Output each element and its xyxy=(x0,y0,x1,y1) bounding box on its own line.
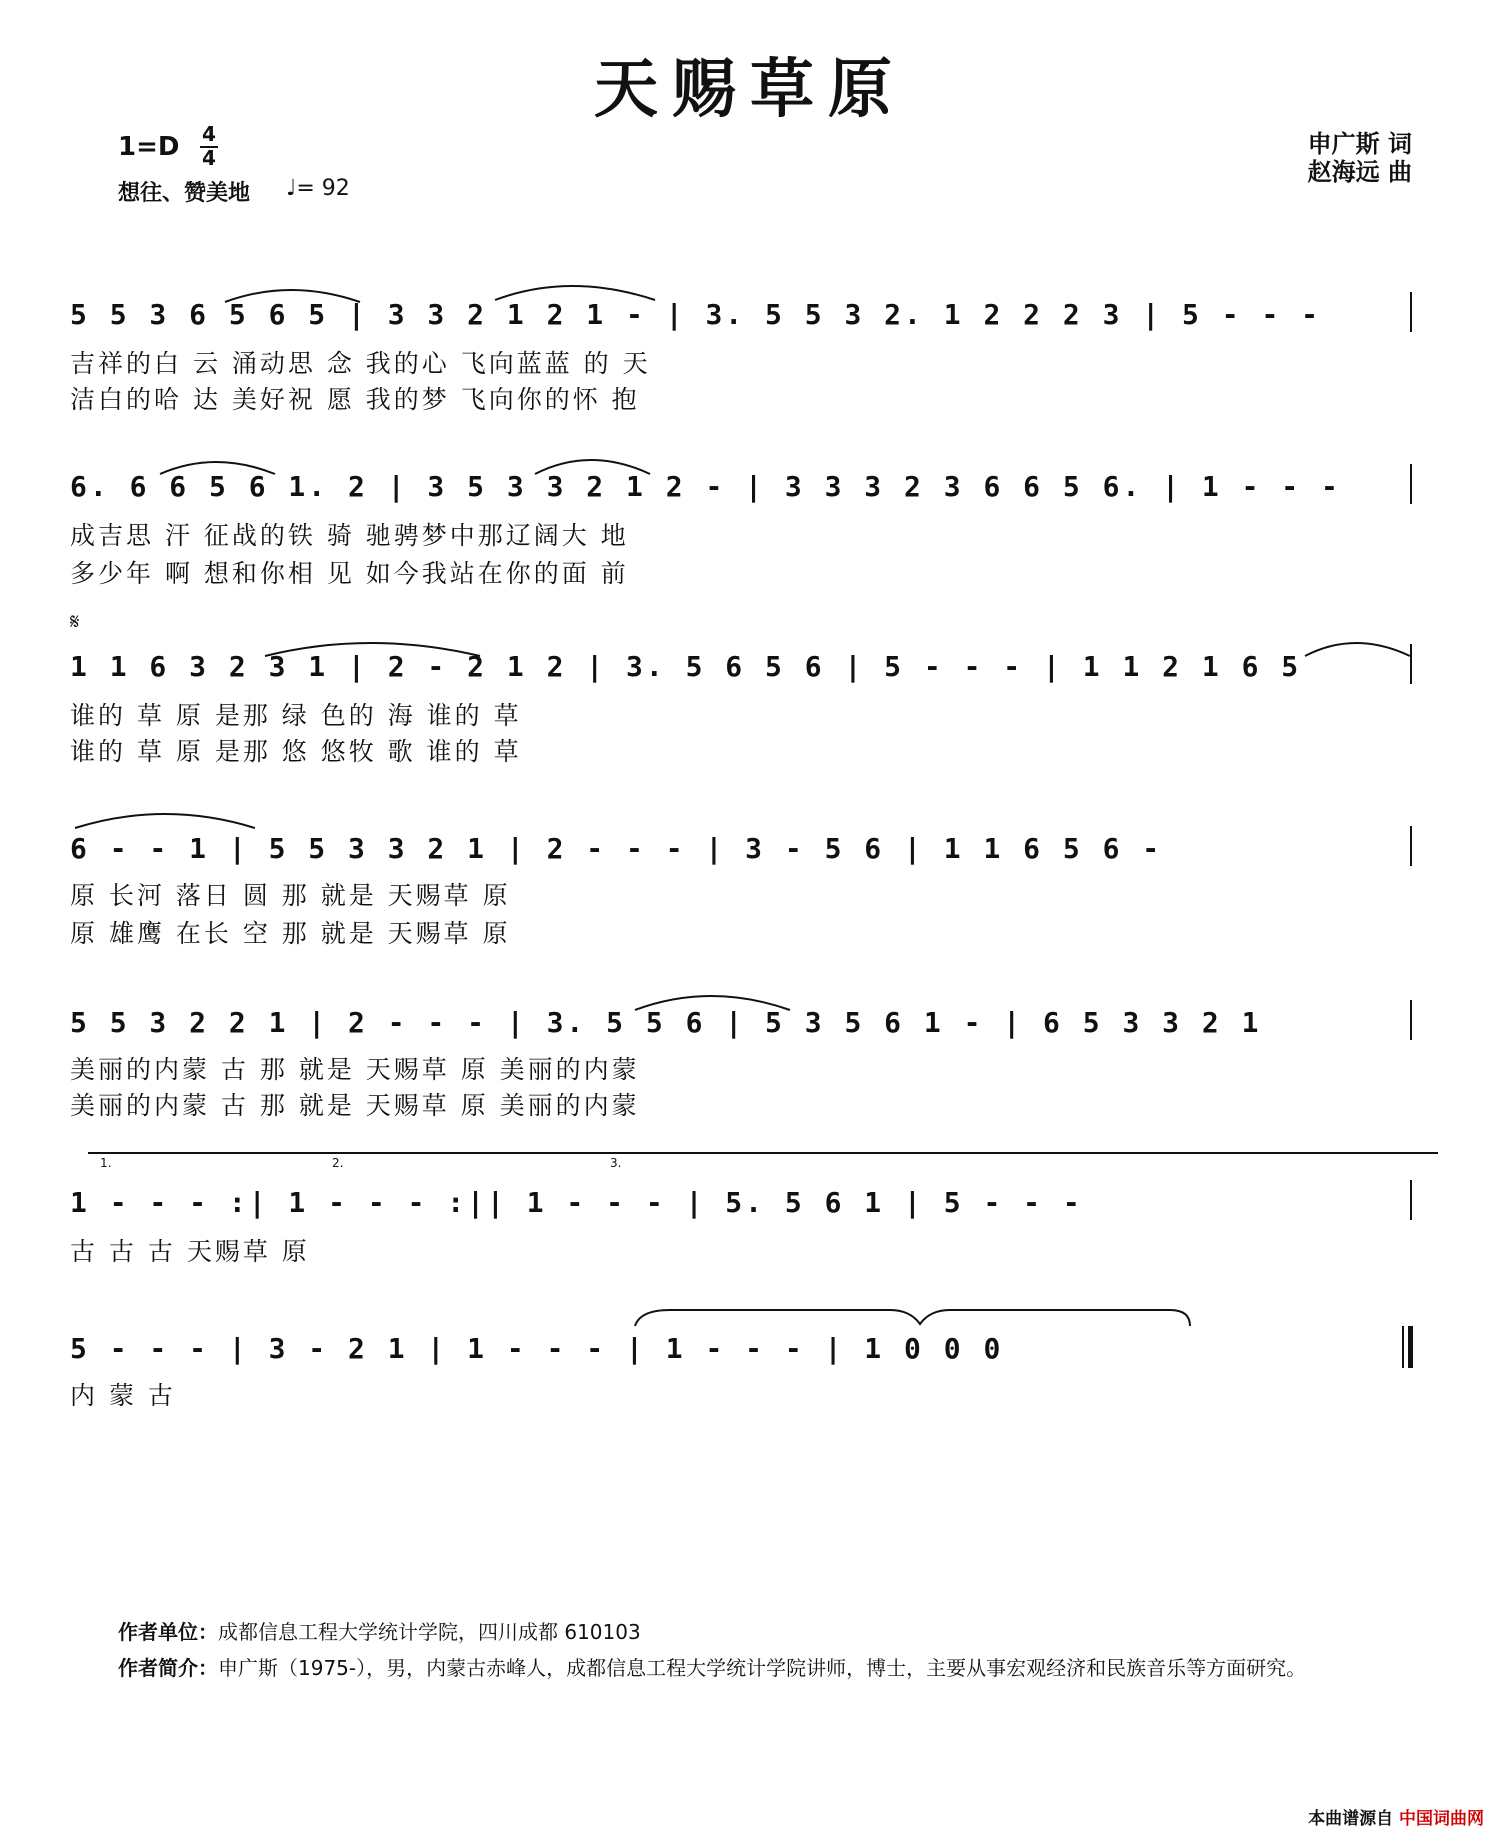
slur xyxy=(260,630,520,660)
lyric-verse-1: 成吉思 汗 征战的铁 骑 驰骋梦中那辽阔大 地 xyxy=(70,521,629,550)
slur xyxy=(220,278,420,308)
score-system-7 xyxy=(70,1300,1420,1420)
notation-line: 1 1 6 3 2 3 1 | 2 - 2 1 2 | 3. 5 6 5 6 | 5 - - - | 1 1 2 1 6 5 xyxy=(70,650,1302,683)
affiliation-text: 成都信息工程大学统计学院，四川成都 610103 xyxy=(218,1620,641,1644)
barline xyxy=(1410,1180,1412,1220)
slur xyxy=(530,446,730,476)
expression-marking: 想往、赞美地 xyxy=(118,181,251,206)
score-system-2 xyxy=(70,430,1420,588)
volta-bracket xyxy=(88,1152,1438,1154)
slur xyxy=(630,982,830,1012)
source-credit xyxy=(1308,1804,1484,1829)
key-signature: 1=D xyxy=(118,132,180,162)
score-system-6 xyxy=(70,1140,1420,1290)
page-title: 天赐草原 xyxy=(594,52,906,127)
volta-1-label: 1. xyxy=(100,1156,112,1170)
time-signature-bottom: 4 xyxy=(202,146,216,170)
affiliation-label: 作者单位： xyxy=(118,1620,218,1644)
barline xyxy=(1410,292,1412,332)
lyric-verse-1: 原 长河 落日 圆 那 就是 天赐草 原 xyxy=(70,881,511,910)
score-system-4 xyxy=(70,790,1420,948)
source-site-link[interactable]: 中国词曲网 xyxy=(1399,1809,1484,1829)
notation-line: 5 5 3 2 2 1 | 2 - - - | 3. 5 5 6 | 5 3 5 6 1 - | 6 5 3 3 2 1 xyxy=(70,1006,1262,1039)
score-system-3 xyxy=(70,606,1420,766)
slur xyxy=(1300,630,1440,660)
author-bio xyxy=(118,1652,1306,1681)
lyric-verse-2: 洁白的哈 达 美好祝 愿 我的梦 飞向你的怀 抱 xyxy=(70,385,640,414)
bio-text: 申广斯（1975-），男，内蒙古赤峰人，成都信息工程大学统计学院讲师，博士，主要从事宏观经济和民族音乐等方面研究。 xyxy=(218,1656,1307,1680)
barline xyxy=(1410,464,1412,504)
segno-icon: 𝄋 xyxy=(70,610,80,635)
lyricist-credit: 申广斯 词 xyxy=(1307,130,1412,158)
score-system-5 xyxy=(70,966,1420,1120)
lyric-verse-2: 多少年 啊 想和你相 见 如今我站在你的面 前 xyxy=(70,559,629,588)
author-affiliation xyxy=(118,1616,641,1645)
bio-label: 作者简介： xyxy=(118,1656,218,1680)
time-signature-top: 4 xyxy=(202,122,216,146)
lyric-verse-1: 内 蒙 古 xyxy=(70,1381,176,1410)
volta-3-label: 3. xyxy=(610,1156,622,1170)
final-barline-thick xyxy=(1408,1326,1413,1368)
barline xyxy=(1410,1000,1412,1040)
composer-credit: 赵海远 曲 xyxy=(1307,158,1412,186)
slur xyxy=(70,800,290,830)
lyric-verse-1: 美丽的内蒙 古 那 就是 天赐草 原 美丽的内蒙 xyxy=(70,1055,640,1084)
tie xyxy=(630,1304,1230,1334)
volta-2-label: 2. xyxy=(332,1156,344,1170)
lyric-verse-2: 原 雄鹰 在长 空 那 就是 天赐草 原 xyxy=(70,919,511,948)
lyric-verse-1: 古 古 古 天赐草 原 xyxy=(70,1237,310,1266)
barline xyxy=(1410,826,1412,866)
notation-line: 6 - - 1 | 5 5 3 3 2 1 | 2 - - - | 3 - 5 6 | 1 1 6 5 6 - xyxy=(70,832,1163,865)
slur xyxy=(155,450,355,480)
lyric-verse-1: 吉祥的白 云 涌动思 念 我的心 飞向蓝蓝 的 天 xyxy=(70,349,651,378)
final-barline-thin xyxy=(1402,1326,1404,1368)
notation-line: 5 5 3 6 5 6 5 | 3 3 2 1 2 1 - | 3. 5 5 3 2. 1 2 2 2 3 | 5 - - - xyxy=(70,298,1322,331)
score-system-1 xyxy=(70,256,1420,414)
lyric-verse-2: 美丽的内蒙 古 那 就是 天赐草 原 美丽的内蒙 xyxy=(70,1091,640,1120)
notation-line: 6. 6 6 5 6 1. 2 | 3 5 3 3 2 1 2 - | 3 3 3 2 3 6 6 5 6. | 1 - - - xyxy=(70,470,1341,503)
source-prefix: 本曲谱源自 xyxy=(1308,1809,1394,1829)
tempo-marking: ♩= 92 xyxy=(286,176,350,201)
lyric-verse-1: 谁的 草 原 是那 绿 色的 海 谁的 草 xyxy=(70,701,522,730)
notation-line: 5 - - - | 3 - 2 1 | 1 - - - | 1 - - - | 1 0 0 0 xyxy=(70,1332,1004,1365)
lyric-verse-2: 谁的 草 原 是那 悠 悠牧 歌 谁的 草 xyxy=(70,737,522,766)
notation-line: 1 - - - :| 1 - - - :|| 1 - - - | 5. 5 6 1 | 5 - - - xyxy=(70,1186,1083,1219)
slur xyxy=(490,272,710,302)
